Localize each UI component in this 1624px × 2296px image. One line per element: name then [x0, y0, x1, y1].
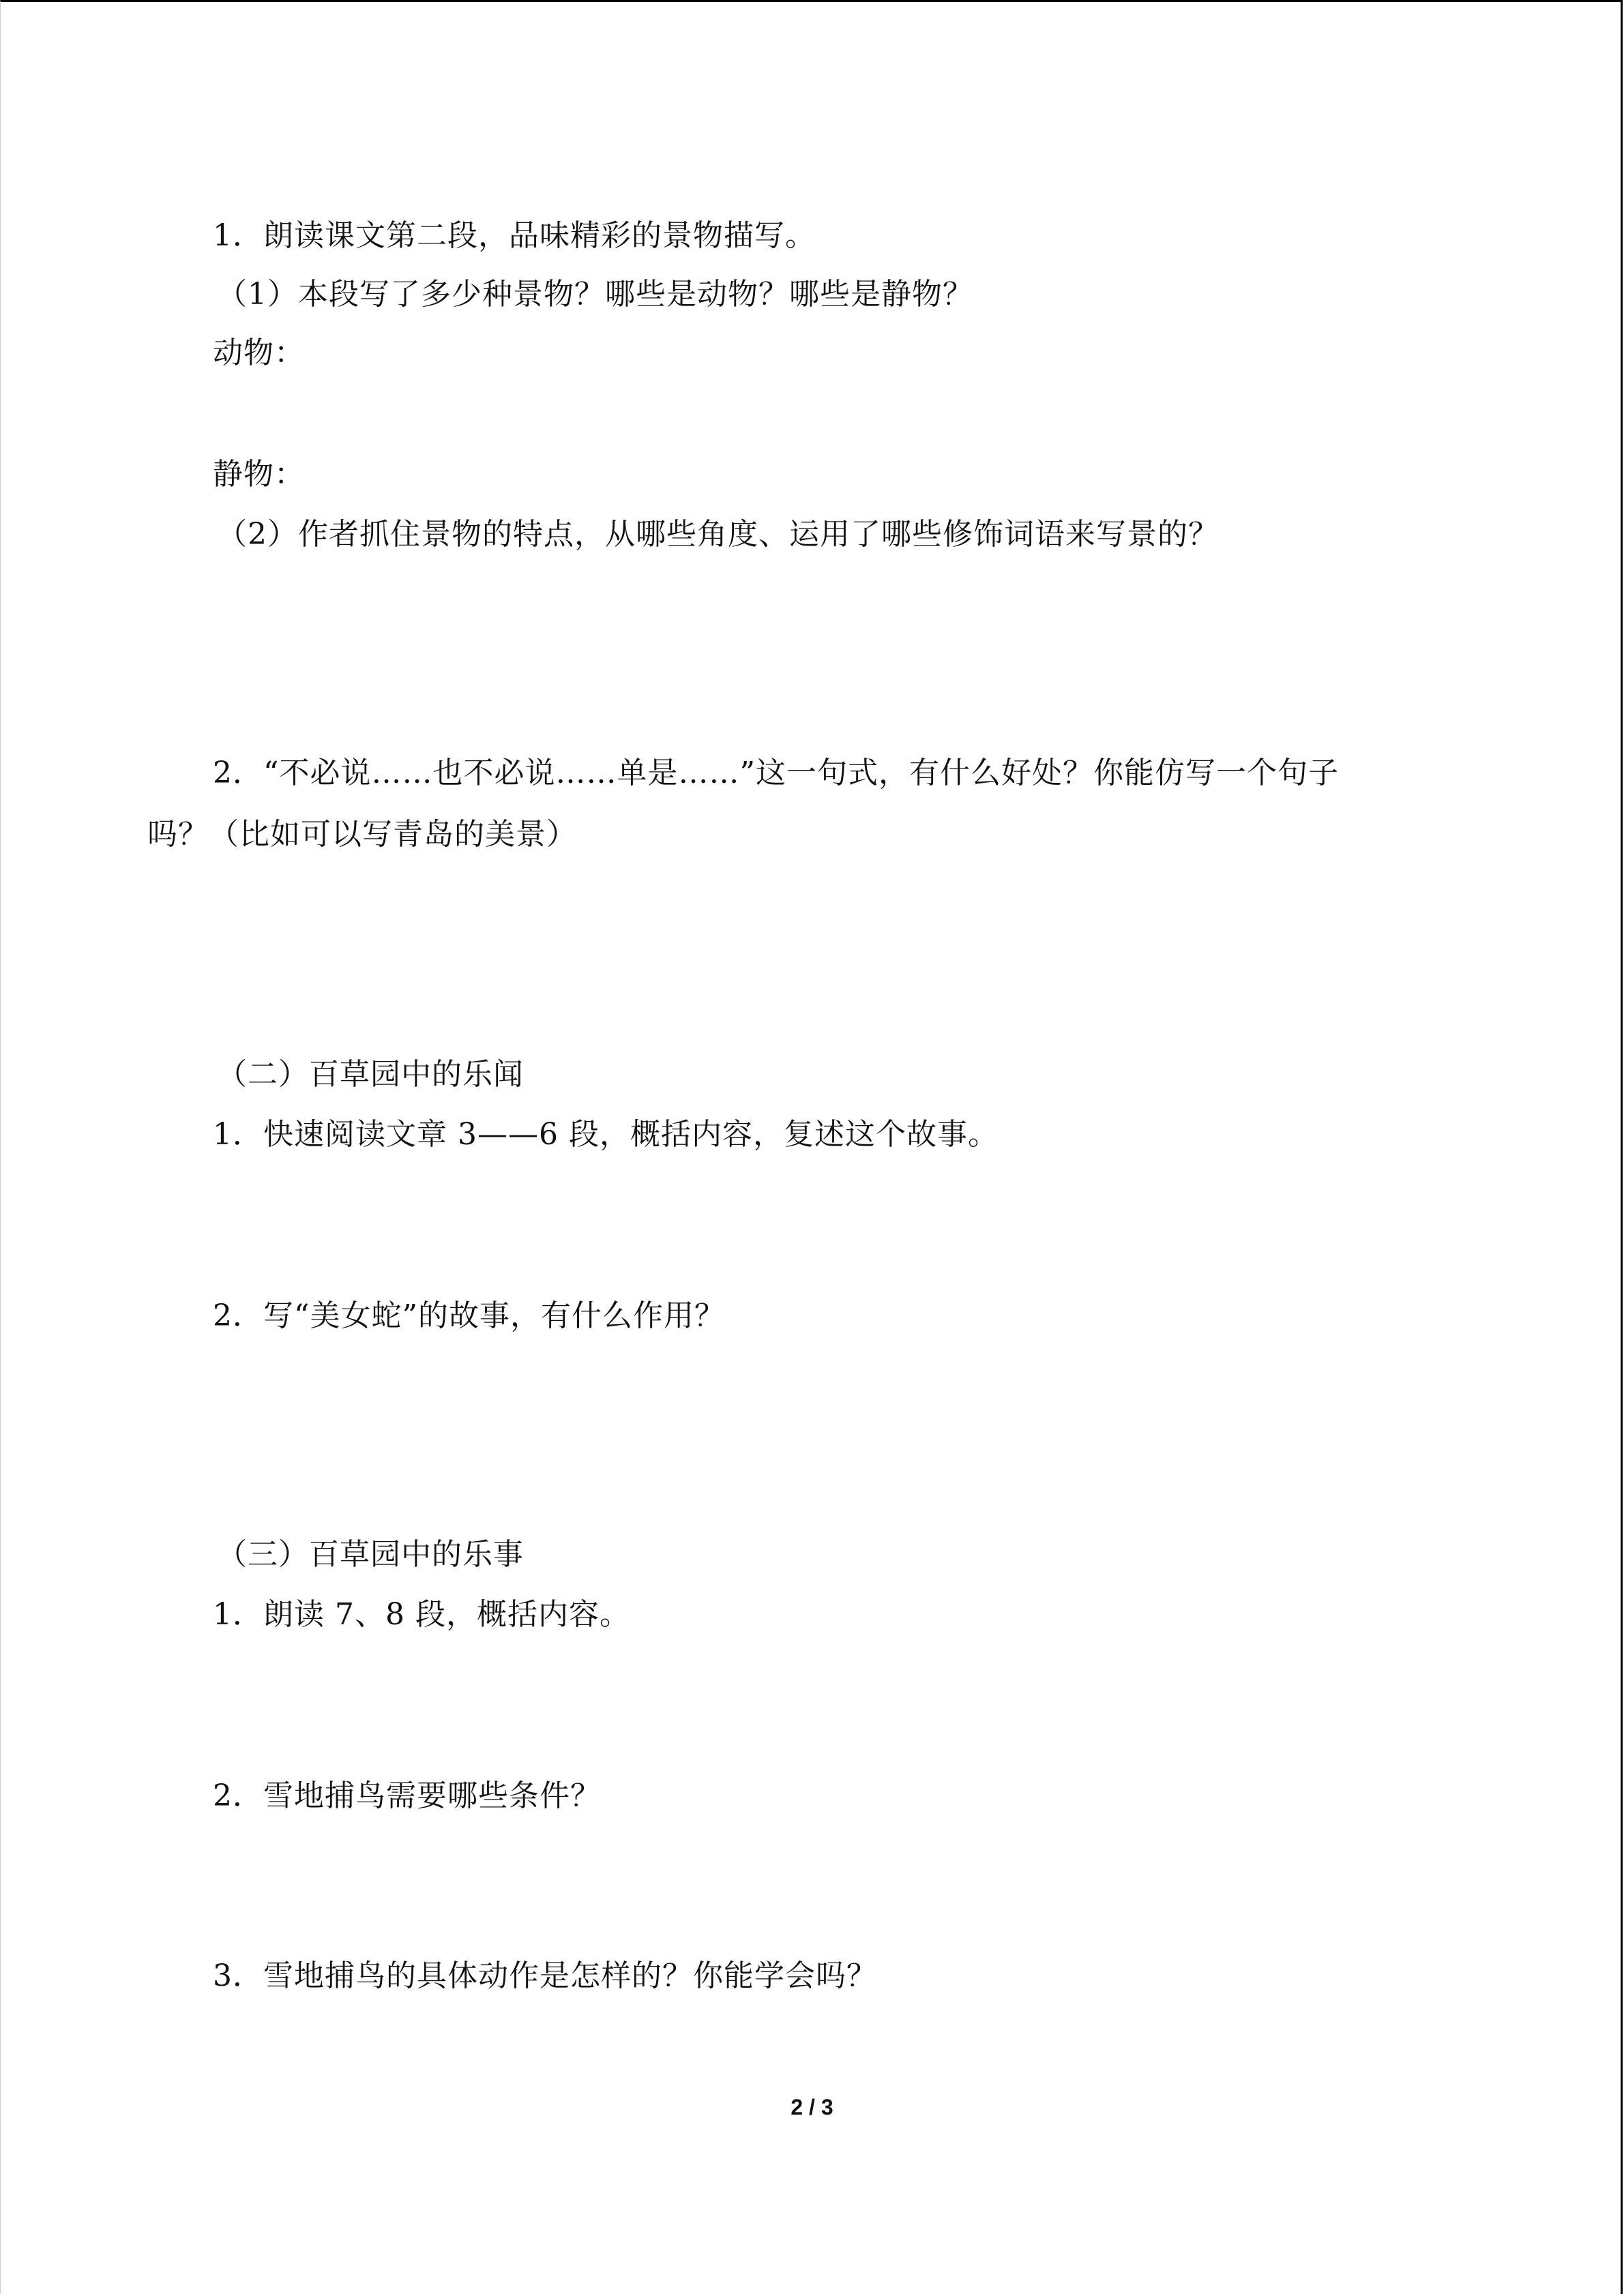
- section-3-heading: （三）百草园中的乐事: [217, 1537, 524, 1572]
- question-1-sub-1: （1）本段写了多少种景物？哪些是动物？哪些是静物？: [217, 277, 973, 312]
- question-1-title: 1．朗读课文第二段，品味精彩的景物描写。: [213, 218, 816, 253]
- question-2-line-2: 吗？（比如可以写青岛的美景）: [147, 817, 577, 852]
- section-3-question-2: 2．雪地捕鸟需要哪些条件？: [213, 1778, 601, 1813]
- page-number: 2 / 3: [791, 2095, 833, 2119]
- animals-label: 动物：: [213, 336, 305, 370]
- section-3-question-3: 3．雪地捕鸟的具体动作是怎样的？你能学会吗？: [213, 1958, 877, 1993]
- section-2-heading: （二）百草园中的乐闻: [217, 1057, 524, 1092]
- question-1-sub-2: （2）作者抓住景物的特点，从哪些角度、运用了哪些修饰词语来写景的？: [217, 517, 1219, 552]
- section-2-question-2: 2．写“美女蛇”的故事，有什么作用？: [213, 1298, 725, 1333]
- still-objects-label: 静物：: [213, 457, 305, 492]
- question-2-line-1: 2．“不必说……也不必说……单是……”这一句式，有什么好处？你能仿写一个句子: [213, 756, 1339, 790]
- section-2-question-1: 1．快速阅读文章 3——6 段，概括内容，复述这个故事。: [213, 1117, 999, 1152]
- section-3-question-1: 1．朗读 7、8 段，概括内容。: [213, 1597, 630, 1632]
